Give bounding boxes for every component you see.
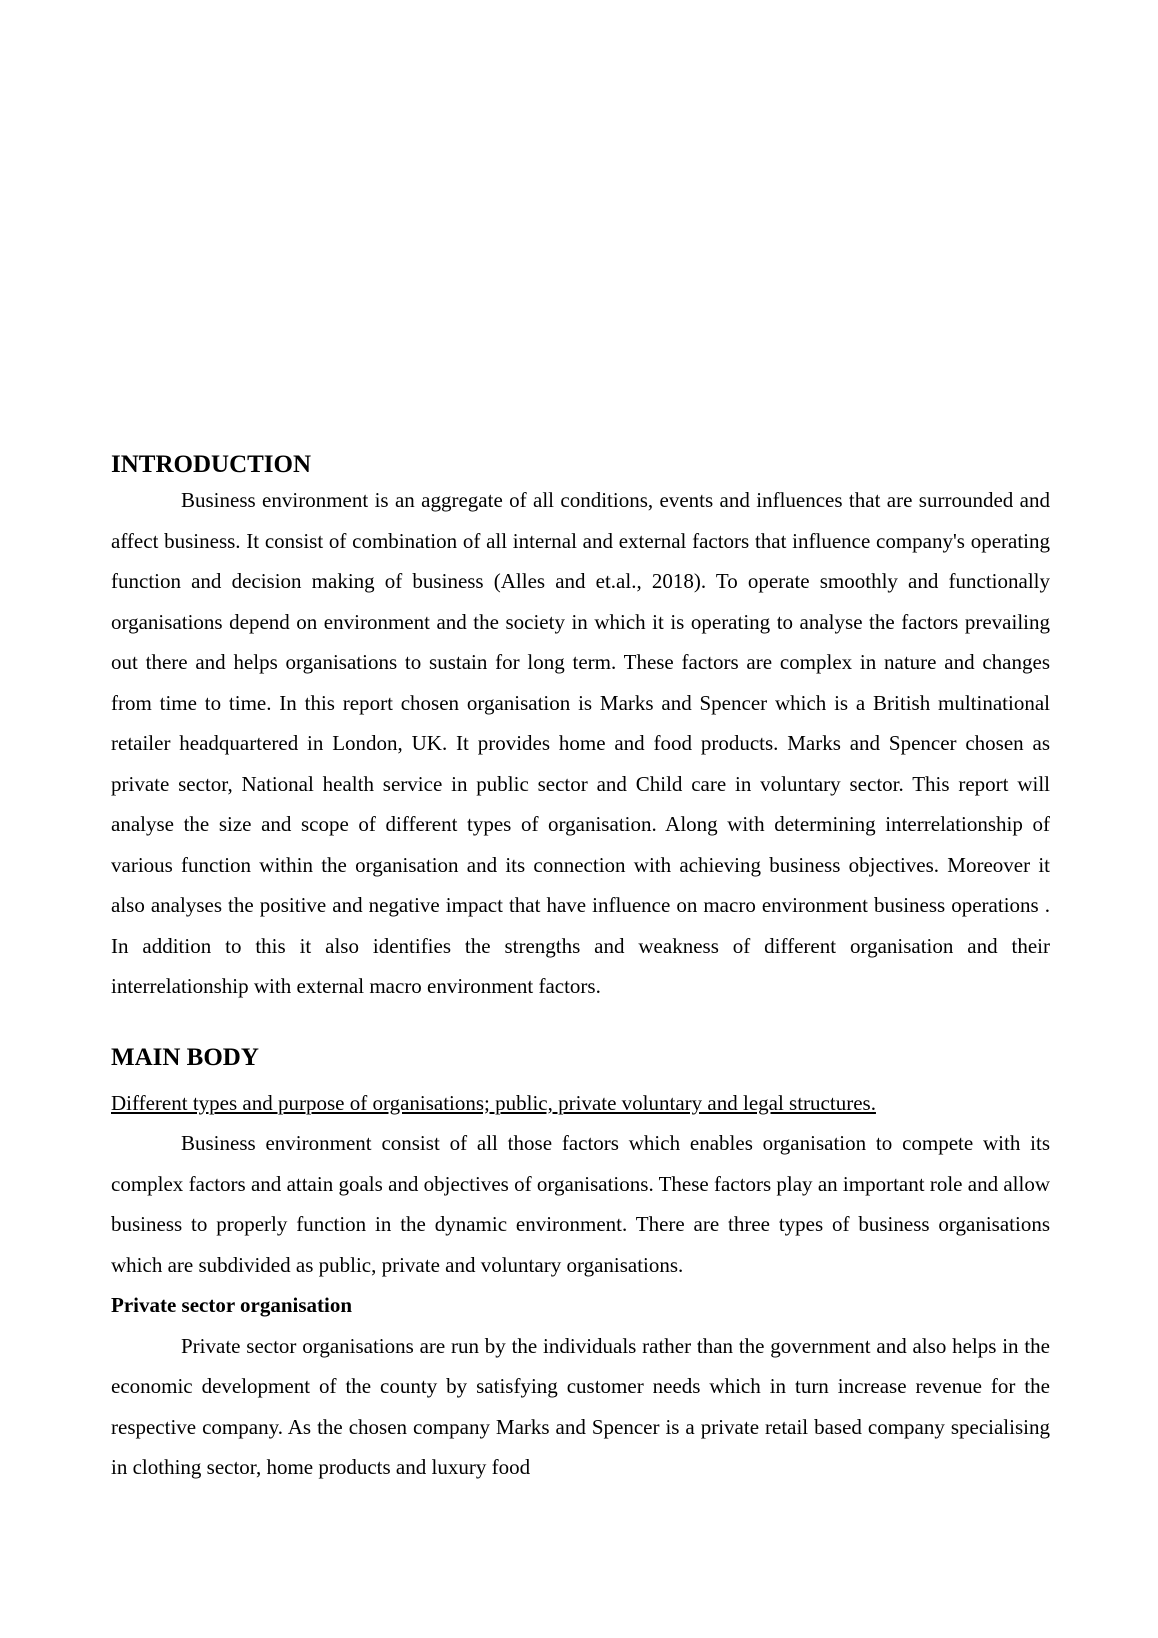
introduction-heading: INTRODUCTION [111, 451, 312, 478]
organisation-types-subheading: Different types and purpose of organisations; public, private voluntary and legal structures. [111, 1090, 876, 1115]
private-sector-paragraph: Private sector organisations are run by the individuals rather than the government and also helps in the economic development of the county by satisfying customer needs which in turn increase revenue for the respective company. As the chosen company Marks and Spencer is a private retail based company specialising in clothing sector, home products and luxury food [111, 1333, 1050, 1479]
private-sector-heading: Private sector organisation [111, 1293, 353, 1317]
introduction-paragraph: Business environment is an aggregate of all conditions, events and influences that are surrounded and affect business. It consist of combination of all internal and external factors that influence company's operating function and decision making of business (Alles and et.al., 2018). To operate smoothly and functionally organisations depend on environment and the society in which it is operating to analyse the factors prevailing out there and helps organisations to sustain for long term. These factors are complex in nature and changes from time to time. In this report chosen organisation is Marks and Spencer which is a British multinational retailer headquartered in London, UK. It provides home and food products. Marks and Spencer chosen as private sector, National health service in public sector and Child care in voluntary sector. This report will analyse the size and scope of different types of organisation. Along with determining interrelationship of various function within the organisation and its connection with achieving business objectives. Moreover it also analyses the positive and negative impact that have influence on macro environment business operations . In addition to this it also identifies the strengths and weakness of different organisation and their interrelationship with external macro environment factors. [111, 488, 1050, 998]
main-body-heading: MAIN BODY [111, 1043, 259, 1071]
business-environment-paragraph: Business environment consist of all those factors which enables organisation to compete with its complex factors and attain goals and objectives of organisations. These factors play an important role and allow business to properly function in the dynamic environment. There are three types of business organisations which are subdivided as public, private and voluntary organisations. [111, 1131, 1050, 1277]
document-page [111, 450, 1050, 1488]
